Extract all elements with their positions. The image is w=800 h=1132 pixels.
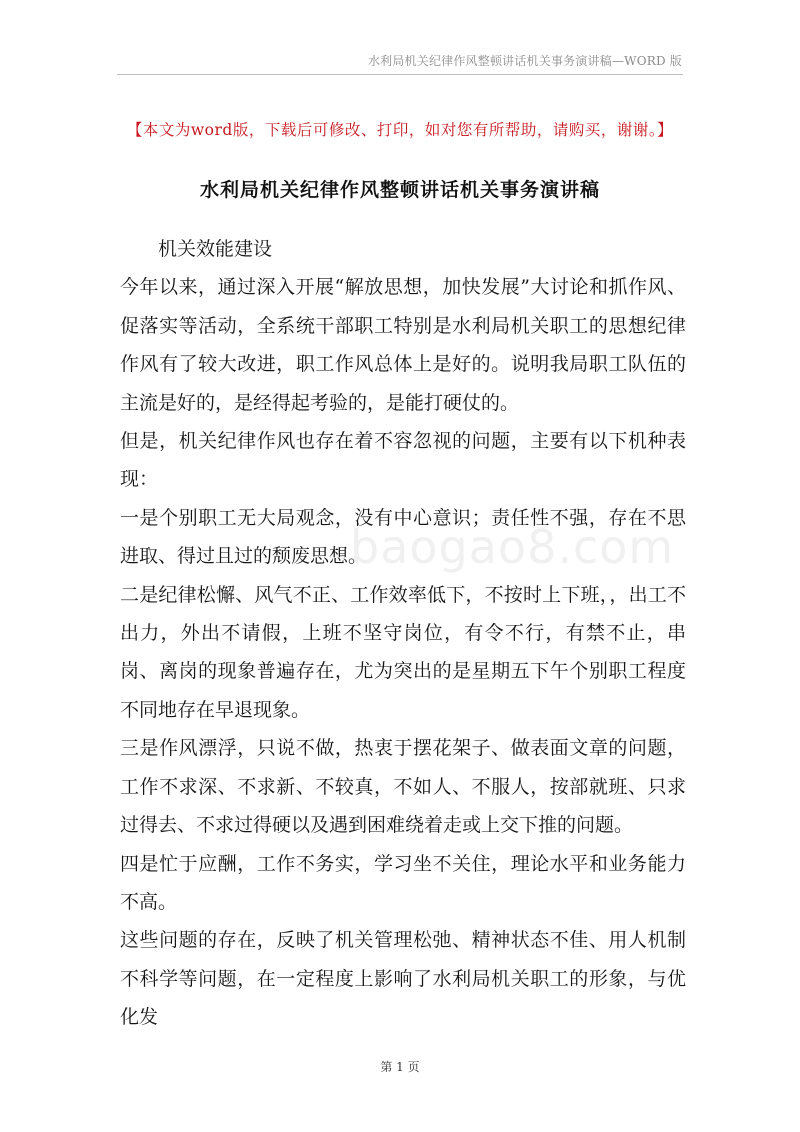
running-header: 水利局机关纪律作风整顿讲话机关事务演讲稿—WORD 版 [367, 54, 682, 68]
watermark: baogao8.com [350, 520, 675, 574]
section-heading: 机关效能建设 [158, 238, 273, 260]
paragraph: 二是纪律松懈、风气不正、工作效率低下，不按时上下班，，出工不出力，外出不请假，上班不坚守岗位，有令不行，有禁不止，串岗、离岗的现象普遍存在，尤为突出的是星期五下午个别职工程度不同地存在早退现象。 [120, 583, 686, 721]
paragraph: 今年以来，通过深入开展“解放思想，加快发展”大讨论和抓作风、促落实等活动，全系统干部职工特别是水利局机关职工的思想纪律作风有了较大改进，职工作风总体上是好的。说明我局职工队伍的主流是好的，是经得起考验的，是能打硬仗的。 [120, 276, 686, 414]
paragraph: 三是作风漂浮，只说不做，热衷于摆花架子、做表面文章的问题，工作不求深、不求新、不较真，不如人、不服人，按部就班、只求过得去、不求过得硬以及遇到困难绕着走或上交下推的问题。 [120, 737, 686, 837]
header-divider [117, 74, 683, 75]
document-title: 水利局机关纪律作风整顿讲话机关事务演讲稿 [199, 179, 600, 201]
paragraph: 四是忙于应酬，工作不务实，学习坐不关住，理论水平和业务能力不高。 [120, 852, 686, 913]
download-notice: 【本文为word版，下载后可修改、打印，如对您有所帮助，请购买，谢谢。】 [126, 121, 674, 139]
paragraph: 一是个别职工无大局观念，没有中心意识；责任性不强，存在不思进取、得过且过的颓废思想。 [120, 506, 686, 568]
paragraph: 这些问题的存在，反映了机关管理松弛、精神状态不佳、用人机制不科学等问题，在一定程度上影响了水利局机关职工的形象，与优化发 [120, 929, 686, 1029]
paragraph: 但是，机关纪律作风也存在着不容忽视的问题，主要有以下机种表现： [120, 430, 686, 491]
document-body [120, 230, 686, 1037]
page-number: 第 1 页 [380, 1060, 420, 1074]
